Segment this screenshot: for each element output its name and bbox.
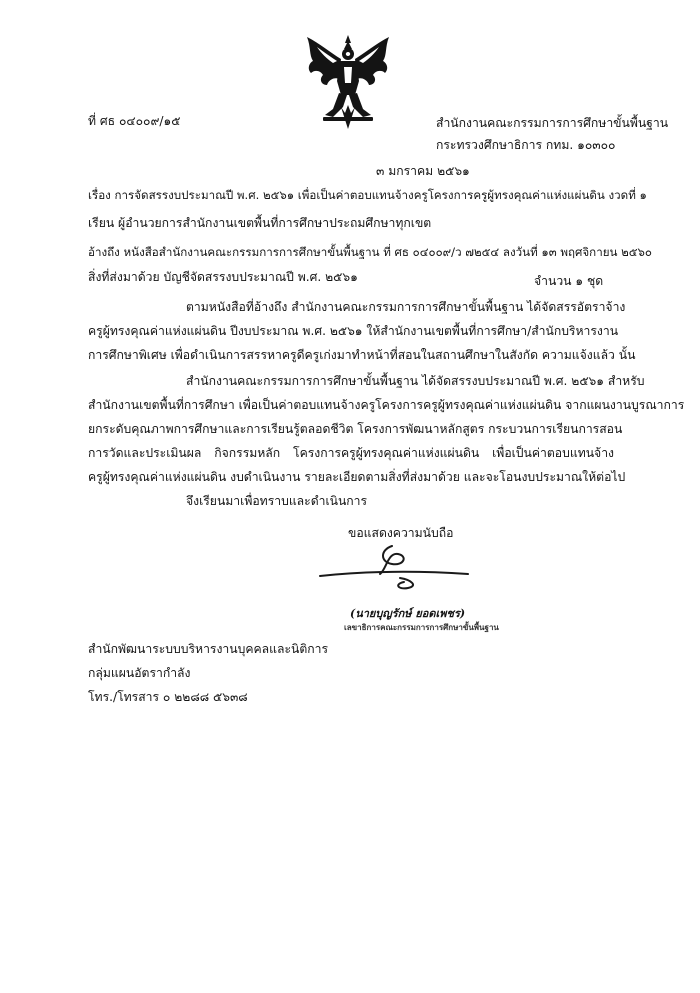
paragraph-line: สำนักงานคณะกรรมการการศึกษาขั้นพื้นฐาน ได้จัดสรรงบประมาณปี พ.ศ. ๒๕๖๑ สำหรับ: [186, 374, 645, 388]
enclosure-line: สิ่งที่ส่งมาด้วย บัญชีจัดสรรงบประมาณปี พ.ศ. ๒๕๖๑: [88, 270, 358, 284]
footer-unit: กลุ่มแผนอัตรากำลัง: [88, 666, 191, 680]
reference-number: ที่ ศธ ๐๔๐๐๙/๑๕: [88, 114, 181, 128]
handwritten-signature: [318, 540, 478, 596]
issuer-office: สำนักงานคณะกรรมการการศึกษาขั้นพื้นฐาน: [436, 116, 669, 130]
paragraph-line: การศึกษาพิเศษ เพื่อดำเนินการสรรหาครูดีครูเก่งมาทำหน้าที่สอนในสถานศึกษาในสังกัด ความแจ้งแล้ว นั้น: [88, 348, 636, 362]
enclosure-quantity: จำนวน ๑ ชุด: [534, 274, 604, 288]
addressee-line: เรียน ผู้อำนวยการสำนักงานเขตพื้นที่การศึกษาประถมศึกษาทุกเขต: [88, 216, 432, 230]
reference-line: อ้างถึง หนังสือสำนักงานคณะกรรมการการศึกษาขั้นพื้นฐาน ที่ ศธ ๐๔๐๐๙/ว ๗๒๕๔ ลงวันที่ ๑๓ พฤศจิกายน ๒๕๖๐: [88, 245, 652, 259]
letter-date: ๓ มกราคม ๒๕๖๑: [376, 164, 470, 178]
subject-line: เรื่อง การจัดสรรงบประมาณปี พ.ศ. ๒๕๖๑ เพื่อเป็นค่าตอบแทนจ้างครูโครงการครูผู้ทรงคุณค่าแห่งแผ่นดิน งวดที่ ๑: [88, 188, 647, 202]
signer-position: เลขาธิการคณะกรรมการการศึกษาขั้นพื้นฐาน: [344, 623, 499, 632]
footer-phone: โทร./โทรสาร ๐ ๒๒๘๘ ๕๖๓๘: [88, 690, 248, 704]
paragraph-line: ครูผู้ทรงคุณค่าแห่งแผ่นดิน ปีงบประมาณ พ.ศ. ๒๕๖๑ ให้สำนักงานเขตพื้นที่การศึกษา/สำนักบริหารงาน: [88, 324, 619, 338]
closing-line: จึงเรียนมาเพื่อทราบและดำเนินการ: [186, 494, 368, 508]
signer-name: (นายบุญรักษ์ ยอดเพชร): [350, 607, 466, 620]
paragraph-line: ครูผู้ทรงคุณค่าแห่งแผ่นดิน งบดำเนินงาน รายละเอียดตามสิ่งที่ส่งมาด้วย และจะโอนงบประมาณให้ต่อไป: [88, 470, 626, 484]
garuda-emblem: [303, 33, 393, 133]
issuer-ministry-address: กระทรวงศึกษาธิการ กทม. ๑๐๓๐๐: [436, 138, 616, 152]
regards-line: ขอแสดงความนับถือ: [348, 526, 454, 540]
footer-department: สำนักพัฒนาระบบบริหารงานบุคคลและนิติการ: [88, 642, 329, 656]
paragraph-line: ยกระดับคุณภาพการศึกษาและการเรียนรู้ตลอดชีวิต โครงการพัฒนาหลักสูตร กระบวนการเรียนการสอน: [88, 422, 623, 436]
paragraph-line: สำนักงานเขตพื้นที่การศึกษา เพื่อเป็นค่าตอบแทนจ้างครูโครงการครูผู้ทรงคุณค่าแห่งแผ่นดิน จากแผนงานบูรณาการ: [88, 398, 685, 412]
paragraph-line: การวัดและประเมินผล กิจกรรมหลัก โครงการครูผู้ทรงคุณค่าแห่งแผ่นดิน เพื่อเป็นค่าตอบแทนจ้าง: [88, 446, 614, 460]
paragraph-line: ตามหนังสือที่อ้างถึง สำนักงานคณะกรรมการการศึกษาขั้นพื้นฐาน ได้จัดสรรอัตราจ้าง: [186, 300, 626, 314]
